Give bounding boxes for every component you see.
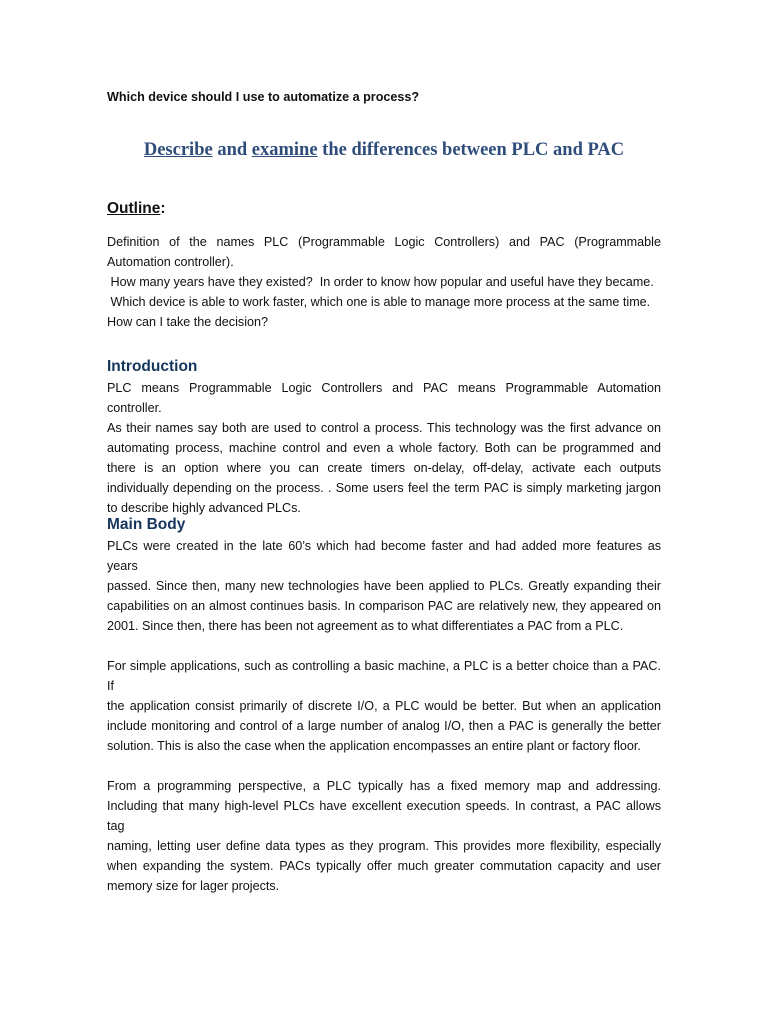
question-line: Which device should I use to automatize a process? (107, 90, 420, 104)
main-body-paragraph-3 (107, 776, 661, 896)
main-body-line: For simple applications, such as controlling a basic machine, a PLC is a better choice than a PAC. If (107, 659, 661, 693)
introduction-line: there is an option where you can create timers on-delay, off-delay, activate each outputs (107, 461, 661, 475)
main-body-line: include monitoring and control of a large number of analog I/O, then a PAC is generally the better (107, 719, 661, 733)
main-body-line: solution. This is also the case when the application encompasses an entire plant or factory floor. (107, 739, 641, 753)
introduction-heading: Introduction (107, 358, 198, 375)
introduction-line: automating process, machine control and even a whole factory. Both can be programmed and (107, 441, 661, 455)
main-body-section (107, 514, 661, 896)
main-body-heading: Main Body (107, 516, 186, 533)
outline-section (107, 198, 661, 332)
main-body-line: capabilities on an almost continues basis. In comparison PAC are relatively new, they appeared on (107, 599, 661, 613)
main-body-line: passed. Since then, many new technologies have been applied to PLCs. Greatly expanding their (107, 579, 661, 593)
outline-line: Automation controller). (107, 255, 234, 269)
main-body-line: 2001. Since then, there has been not agreement as to what differentiates a PAC from a PLC. (107, 619, 624, 633)
title-rest: the differences between PLC and PAC (317, 140, 625, 160)
title-word-describe: Describe (143, 140, 213, 160)
main-body-line: From a programming perspective, a PLC typically has a fixed memory map and addressing. (107, 779, 661, 793)
outline-line: Definition of the names PLC (Programmable Logic Controllers) and PAC (Programmable (107, 235, 661, 249)
document-title (107, 137, 661, 163)
main-body-line: naming, letting user define data types as they program. This provides more flexibility, especially (107, 839, 661, 853)
introduction-line: As their names say both are used to control a process. This technology was the first advance on (107, 421, 661, 435)
introduction-line: individually depending on the process. . Some users feel the term PAC is simply marketing jargon (107, 481, 661, 495)
outline-line: Which device is able to work faster, which one is able to manage more process at the same time. (107, 295, 651, 309)
outline-line: How many years have they existed? In order to know how popular and useful have they became. (107, 275, 654, 289)
introduction-paragraph (107, 378, 661, 518)
introduction-section (107, 356, 661, 518)
document-page (107, 88, 661, 893)
outline-heading: Outline: (107, 200, 166, 217)
title-word-examine: examine (251, 140, 318, 160)
main-body-line: PLCs were created in the late 60’s which had become faster and had added more features as years (107, 539, 661, 573)
introduction-line: PLC means Programmable Logic Controllers and PAC means Programmable Automation controller. (107, 381, 661, 415)
outline-line: How can I take the decision? (107, 315, 269, 329)
main-body-paragraph-2 (107, 656, 661, 756)
main-body-line: the application consist primarily of discrete I/O, a PLC would be better. But when an application (107, 699, 661, 713)
outline-list (107, 232, 661, 332)
main-body-line: when expanding the system. PACs typically offer much greater commutation capacity and user (107, 859, 661, 873)
main-body-paragraph-1 (107, 536, 661, 636)
title-word-and: and (212, 140, 252, 160)
main-body-line: memory size for lager projects. (107, 879, 280, 893)
main-body-line: Including that many high-level PLCs have excellent execution speeds. In contrast, a PAC allows tag (107, 799, 661, 833)
introduction-line: to describe highly advanced PLCs. (107, 501, 301, 515)
